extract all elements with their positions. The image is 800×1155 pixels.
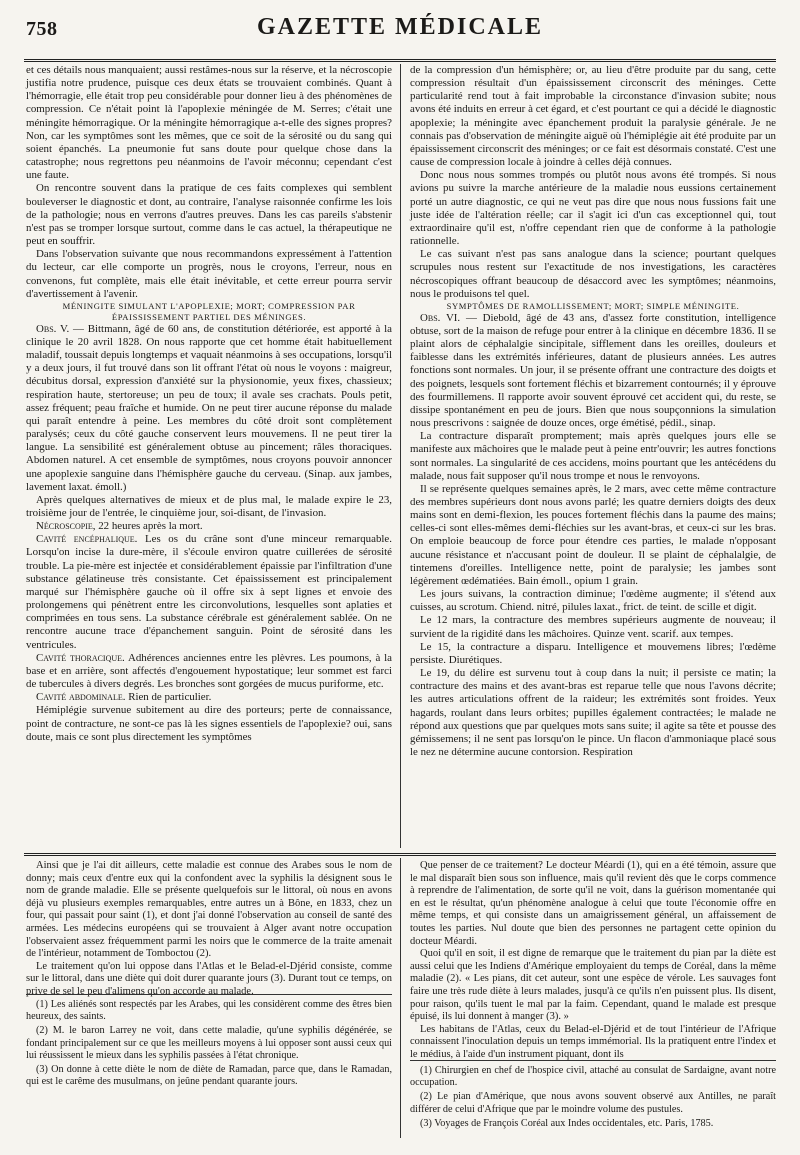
paragraph-text: Rien de particulier. xyxy=(128,691,212,704)
paragraph: Le traitement qu'on lui oppose dans l'Atlas et le Belad-el-Djérid consiste, comme sur le littoral, dans une diète qui doit durer quarante jours (3). Durant tout ce temps, on prive de sel le peu d'alimens qu'on accorde au malade. xyxy=(26,960,392,997)
paragraph: Le 12 mars, la contracture des membres supérieurs augmente de nouveau; il survient de la rigidité dans les mâchoires. Quinze vent. scarif. aux tempes. xyxy=(410,614,776,640)
necroscopy-paragraph xyxy=(26,520,392,533)
cavity-paragraph xyxy=(26,533,392,651)
footnote: (1) Chirurgien en chef de l'hospice civil, attaché au consulat de Sardaigne, avant notre occupation. xyxy=(410,1065,776,1089)
footnote: (2) Le pian d'Amérique, que nous avons souvent observé aux Antilles, ne paraît différer de celui d'Afrique que par le moindre volume des pustules. xyxy=(410,1091,776,1115)
right-column xyxy=(410,64,776,849)
cavity-label: Cavité thoracique. xyxy=(36,651,125,664)
cavity-label: Cavité abdominale. xyxy=(36,691,126,704)
footnotes-left xyxy=(26,994,392,1149)
paragraph: Le cas suivant n'est pas sans analogue dans la science; pourtant quelques scrupules nous restent sur l'exactitude de nos investigations, les caractères nécroscopiques offrant beaucoup de désaccord avec les symptômes; néanmoins, nous le produisons tel quel. xyxy=(410,248,776,300)
paragraph: La contracture disparaît promptement; mais après quelques jours elle se manifeste aux mâchoires que le malade peut à peine entr'ouvrir; les autres fonctions sont normales. La singularité de ces accidens, moins pourtant que les antécédens du malade, nous fait supposer qu'il nous trompe et nous le renvoyons. xyxy=(410,430,776,482)
paragraph: Les habitans de l'Atlas, ceux du Belad-el-Djérid et de tout l'intérieur de l'Afrique connaissent l'inoculation depuis un temps immémorial. Ils la pratiquent entre l'index et le médius, à l'aide d'un instrument piquant, dont ils xyxy=(410,1023,776,1060)
paragraph: On rencontre souvent dans la pratique de ces faits complexes qui semblent bouleverser le diagnostic et dont, au contraire, l'analyse raisonnée confirme les lois de la pathologie; nous en verrons d'autres preuves. Dans les cas pareils s'abstenir n'est pas se tromper lorsque surtout, comme dans le cas actuel, la thérapeutique ne peut en souffrir. xyxy=(26,182,392,248)
paragraph: Il se représente quelques semaines après, le 2 mars, avec cette même contracture des membres supérieurs dont nous avons parlé; les quatre derniers doigts des deux mains sont en demi-flexion, les pouces fortement fléchis dans la paume des mains; celles-ci sont elles-mêmes demi-fléchies sur les avant-bras, et ceux-ci sur les bras. On emploie beaucoup de force pour étendre ces parties, le malade n'opposant aucune résistance et n'accusant point de douleur. Il se plaint de céphalalgie, de tintemens d'oreilles. Intelligence nette, point de paralysie; les jambes sont légèrement œdématiées. Bain émoll., opium 1 grain. xyxy=(410,482,776,587)
paragraph: Hémiplégie survenue subitement au dire des porteurs; perte de connaissance, point de contracture, ne sont-ce pas là les signes essentiels de l'apoplexie? oui, sans doute, mais ce sont plus directement les symptômes xyxy=(26,704,392,743)
paragraph: Quoi qu'il en soit, il est digne de remarque que le traitement du pian par la diète est aussi celui que les Indiens d'Amérique employaient du temps de Coréal, dans la même maladie (2). « Les pians, dit cet auteur, sont une espèce de vérole. Les sauvages font faire une très rude diète à leurs malades, jusqu'à ce qu'ils n'en puissent plus. Ils disent, pour raison, qu'ils tuent le mal par la faim. Cependant, quand le malade est presque épuisé, ils lui donnent à manger (3). » xyxy=(410,948,776,1023)
observation-paragraph xyxy=(410,312,776,430)
section-heading: MÉNINGITE SIMULANT L'APOPLEXIE; MORT; COMPRESSION PAR ÉPAISSISSEMENT PARTIEL DES MÉNINGES. xyxy=(62,300,356,322)
observation-label: Obs. VI. xyxy=(420,311,461,324)
observation-label: Obs. V. xyxy=(36,322,70,335)
section-heading: SYMPTÔMES DE RAMOLLISSEMENT; MORT; SIMPLE MÉNINGITE. xyxy=(446,300,740,311)
feuilleton-right xyxy=(410,860,776,1060)
column-divider xyxy=(400,858,401,1138)
paragraph-text: Les os du crâne sont d'une minceur remarquable. Lorsqu'on incise la dure-mère, il s'écoule environ quatre cuillerées de sérosité trouble. La pie-mère est injectée et considérablement épaissie par l'infiltration d'une substance gélatineuse très consistante. Cet épaississement est principalement marqué sur l'hémisphère gauche où il offre six à sept lignes et envoie des prolongemens qui pénètrent entre les circonvolutions, lesquelles sont aplaties et comprimées en tous sens. La substance cérébrale est généralement sablée. On ne rencontre aucune trace d'épanchement sanguin. Point de sérosité dans les ventricules. xyxy=(26,533,392,651)
necroscopy-label: Nécroscopie, xyxy=(36,520,96,533)
column-divider xyxy=(400,64,401,848)
paragraph-text: Adhérences anciennes entre les plèvres. Les poumons, à la base et en arrière, sont affectés d'engouement hypostatique; leur sommet est farci de tubercules à divers degrés. Les bronches sont gorgées de mucus puriforme, etc. xyxy=(26,651,392,691)
footnote: (3) Voyages de François Coréal aux Indes occidentales, etc. Paris, 1785. xyxy=(420,1117,714,1129)
page-number: 758 xyxy=(26,18,58,40)
footnote: (1) Les aliénés sont respectés par les Arabes, qui les considèrent comme des êtres bien heureux, des saints. xyxy=(26,999,392,1023)
observation-paragraph xyxy=(26,323,392,494)
paragraph-text: — Diebold, âgé de 43 ans, d'assez forte constitution, intelligence obtuse, sort de la maison de refuge pour entrer à la clinique en décembre 1836. Il se plaint alors de céphalalgie sincipitale, sifflement dans les oreilles, douleurs et faiblesse dans les extrémités inférieures, datant de plusieurs années. Les autres fonctions sont normales. Un jour, il se présente offrant une contracture des doigts et des poignets, lesquels sont fortement fléchis et bizarrement contournés; il y éprouve des fourmillemens. Il rapporte avoir souvent éprouvé cet accident qui, du reste, se dissipe spontanément en peu de jours. Bien que nous soupçonnions la simulation nous prescrivons : saignée de douze onces, orge émétisé, pédil., sinap. xyxy=(410,311,776,430)
paragraph: Après quelques alternatives de mieux et de plus mal, le malade expire le 23, troisième jour de l'entrée, le cinquième jour, soi-disant, de l'invasion. xyxy=(26,493,392,519)
footnote: (2) M. le baron Larrey ne voit, dans cette maladie, qu'une syphilis dégénérée, se fondant principalement sur ce que les meilleurs moyens à lui opposer sont aussi ceux qui lui réussissent le mieux dans les syphilis passées à l'état chronique. xyxy=(26,1025,392,1061)
paragraph: Ainsi que je l'ai dit ailleurs, cette maladie est connue des Arabes sous le nom de donny; mais ceux d'entre eux qui la confondent avec la syphilis la désignent sous le nom de grande maladie. Elle se présente quelquefois sur le littoral, où nous en avons déjà vu plusieurs exemples remarquables, entre autres un à Bône, en 1833, chez un four, qui passait pour saint (1), et dont j'ai donné l'observation au conseil de santé des armées. Les médecins européens qui se trouvaient à Alger avant notre occupation l'observaient assez fréquemment parmi les noirs que le commerce de la traite amenait de l'intérieur, notamment de Tomboctou (2). xyxy=(26,860,392,960)
paragraph: Dans l'observation suivante que nous recommandons expressément à l'attention du lecteur, car elle comporte un progrès, nous le croyons, l'erreur, nous en convenons, fut complète, mais elle était inévitable, et cette erreur pourra servir d'avertissement à l'avenir. xyxy=(26,248,392,300)
paragraph: Le 15, la contracture a disparu. Intelligence et mouvemens libres; l'œdème persiste. Diurétiques. xyxy=(410,640,776,666)
paragraph-text: 22 heures après la mort. xyxy=(98,520,203,533)
paragraph-text: — Bittmann, âgé de 60 ans, de constitution détériorée, est apporté à la clinique le 20 avril 1828. On nous rapporte que cet homme était habituellement maladif, toussait depuis longtemps et vaquait néanmoins à ses occupations, lorsqu'il y a deux jours, il fut trouvé dans son lit offrant l'état où nous le voyons : maigreur, décubitus dorsal, expression d'anxiété sur la physionomie, yeux fixes, chassieux; respiration haute, stertoreuse; un peu de toux; il avale ses crachats. Pouls petit, assez fréquent; peau fraîche et humide. On ne peut tirer aucune réponse du malade qui paraît entendre à peine. Les membres du côté droit sont complètement paralysés; ceux du côté gauche conservent leurs mouvemens. Il ne peut tirer la langue. La sensibilité est généralement obtuse au pincement; râles thoraciques. Abdomen naturel. A cet ensemble de symptômes, nous croyons pouvoir annoncer une apoplexie sanguine dans l'hémisphère gauche du cerveau. (Sinap. aux jambes, lavement laxat. émoll.) xyxy=(26,322,392,493)
left-column xyxy=(26,64,392,849)
cavity-paragraph xyxy=(26,691,392,704)
footnotes-right xyxy=(410,1060,776,1155)
feuilleton-rule xyxy=(24,853,776,856)
cavity-paragraph xyxy=(26,652,392,691)
top-rule xyxy=(24,59,776,62)
paragraph: et ces détails nous manquaient; aussi restâmes-nous sur la réserve, et la nécroscopie justifia notre prudence, puisque ces deux états se trouvaient combinés. Quant à l'hémorragie, elle était trop peu considérable pour donner lieu à des phénomènes de compression. Ce n'était point là l'apoplexie méningée de M. Serres; c'était une méningite hémorragique. Or la méningite hémorragique a-t-elle des signes propres? Non, car les symptômes sont les mêmes, que ce soit de la sérosité ou du sang qui soient épanchés. La pneumonie fut sans doute pour quelque chose dans la catastrophe; nous regrettons peu néanmoins de l'avoir méconnu; cependant c'est une faute. xyxy=(26,64,392,182)
footnote: (3) On donne à cette diète le nom de diète de Ramadan, parce que, dans le Ramadan, qui est le carême des musulmans, on jeûne pendant quarante jours. xyxy=(26,1064,392,1088)
paragraph: de la compression d'un hémisphère; or, au lieu d'être produite par du sang, cette compression résultait d'un épaississement circonscrit des méninges. Cette particularité rend tout à fait improbable la circonstance d'invasion subite; nous avons été induits en erreur à cet égard, et c'est pourtant ce qui a décidé le diagnostic apoplexie; la méningite avec épanchement produit la paralysie générale. Je ne connais pas d'observation de méningite aiguë où l'hémiplégie ait été produite par un épaississement circonscrit des méninges; or ce fait est désormais constaté. C'est une cause de compression locale à joindre à celles déjà connues. xyxy=(410,64,776,169)
masthead-title: GAZETTE MÉDICALE xyxy=(256,14,544,40)
paragraph: Le 19, du délire est survenu tout à coup dans la nuit; il persiste ce matin; la contracture des mains et des avant-bras est reparue telle que nous l'avons décrite; les autres articulations offrent de la raideur; les extrémités sont froides. Yeux hagards, roulant dans leurs orbites; pupilles également contractées; le malade ne répond aux questions que par quelques mots sans suite; il agite sa tête et pousse des gémissemens; il ne sent pas lorsqu'on le pince. Un flacon d'ammoniaque placé sous le nez ne détermine aucune contorsion. Respiration xyxy=(410,667,776,758)
cavity-label: Cavité encéphalique. xyxy=(36,533,138,546)
paragraph: Les jours suivans, la contraction diminue; l'œdème augmente; il s'étend aux cuisses, au scrotum. Chiend. nitré, pilules laxat., frict. de teint. de scille et digit. xyxy=(410,588,776,614)
paragraph: Que penser de ce traitement? Le docteur Méardi (1), qui en a été témoin, assure que le mal disparaît bien sous son influence, mais qu'il revient dès que le corps commence à reprendre de l'alimentation, de sorte qu'il ne voit, dans la guérison momentanée qui en est le résultat, qu'un phénomène analogue à celui que toute l'économie offre en même temps, et qui consiste dans un amaigrissement général, un affaissement de toutes les parties. Nul doute que bien des personnes ne partagent cette opinion du docteur Méardi. xyxy=(410,860,776,947)
feuilleton-left xyxy=(26,860,392,997)
paragraph: Donc nous nous sommes trompés ou plutôt nous avons été trompés. Si nous avions pu suivre la marche antérieure de la maladie nous eussions certainement porté un autre diagnostic, ce qui ne veut pas dire que nous nous fussions fait une juste idée de l'altération réelle; car il s'agit ici d'un cas exceptionnel qui, tout extraordinaire qu'il est, n'offre cependant rien que de conforme à la pathologie rationnelle. xyxy=(410,169,776,248)
